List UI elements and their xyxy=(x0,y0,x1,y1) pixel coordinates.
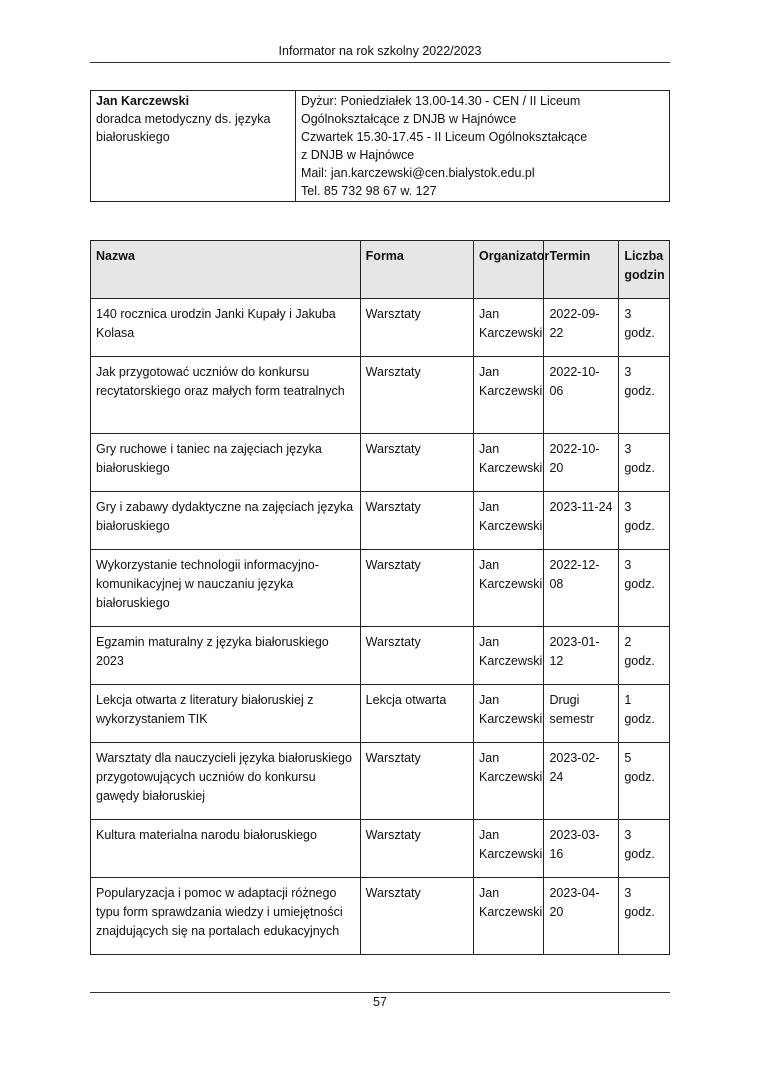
duty-line-4: z DNJB w Hajnówce xyxy=(301,148,415,162)
contact-details-cell xyxy=(296,91,670,202)
contact-name: Jan Karczewski xyxy=(96,94,190,108)
cell-nazwa: Gry i zabawy dydaktyczne na zajęciach języka białoruskiego xyxy=(91,492,361,550)
cell-nazwa: Jak przygotować uczniów do konkursu recytatorskiego oraz małych form teatralnych xyxy=(91,357,361,434)
contact-info-table xyxy=(90,90,670,202)
cell-forma: Warsztaty xyxy=(360,492,473,550)
column-header-termin: Termin xyxy=(544,241,619,299)
cell-organizator: Jan Karczewski xyxy=(474,820,544,878)
cell-termin: 2022-09-22 xyxy=(544,299,619,357)
cell-nazwa: 140 rocznica urodzin Janki Kupały i Jakuba Kolasa xyxy=(91,299,361,357)
cell-godziny: 5 godz. xyxy=(619,743,670,820)
cell-organizator: Jan Karczewski xyxy=(474,878,544,955)
cell-nazwa: Gry ruchowe i taniec na zajęciach języka białoruskiego xyxy=(91,434,361,492)
table-row xyxy=(91,878,670,955)
cell-godziny: 1 godz. xyxy=(619,685,670,743)
table-row xyxy=(91,492,670,550)
contact-phone: Tel. 85 732 98 67 w. 127 xyxy=(301,184,437,198)
contact-person-cell xyxy=(91,91,296,202)
table-row xyxy=(91,627,670,685)
cell-godziny: 3 godz. xyxy=(619,820,670,878)
cell-organizator: Jan Karczewski xyxy=(474,434,544,492)
cell-godziny: 3 godz. xyxy=(619,299,670,357)
cell-godziny: 3 godz. xyxy=(619,357,670,434)
cell-godziny: 3 godz. xyxy=(619,878,670,955)
table-header-row xyxy=(91,241,670,299)
cell-termin: 2023-02-24 xyxy=(544,743,619,820)
contact-role: doradca metodyczny ds. języka białoruskiego xyxy=(96,112,271,144)
cell-nazwa: Kultura materialna narodu białoruskiego xyxy=(91,820,361,878)
column-header-liczba-godzin: Liczba godzin xyxy=(619,241,670,299)
cell-organizator: Jan Karczewski xyxy=(474,357,544,434)
cell-forma: Warsztaty xyxy=(360,357,473,434)
cell-nazwa: Egzamin maturalny z języka białoruskiego 2023 xyxy=(91,627,361,685)
cell-nazwa: Lekcja otwarta z literatury białoruskiej z wykorzystaniem TIK xyxy=(91,685,361,743)
column-header-nazwa: Nazwa xyxy=(91,241,361,299)
cell-termin: Drugi semestr xyxy=(544,685,619,743)
cell-forma: Warsztaty xyxy=(360,627,473,685)
cell-termin: 2022-10-06 xyxy=(544,357,619,434)
cell-termin: 2023-11-24 xyxy=(544,492,619,550)
page-number: 57 xyxy=(373,995,387,1009)
cell-godziny: 2 godz. xyxy=(619,627,670,685)
cell-forma: Lekcja otwarta xyxy=(360,685,473,743)
workshop-schedule-table xyxy=(90,240,670,955)
table-row xyxy=(91,299,670,357)
column-header-forma: Forma xyxy=(360,241,473,299)
cell-organizator: Jan Karczewski xyxy=(474,299,544,357)
cell-forma: Warsztaty xyxy=(360,299,473,357)
cell-nazwa: Warsztaty dla nauczycieli języka białoruskiego przygotowujących uczniów do konkursu gawędy białoruskiej xyxy=(91,743,361,820)
cell-organizator: Jan Karczewski xyxy=(474,550,544,627)
table-row xyxy=(91,434,670,492)
cell-forma: Warsztaty xyxy=(360,434,473,492)
cell-godziny: 3 godz. xyxy=(619,550,670,627)
cell-organizator: Jan Karczewski xyxy=(474,685,544,743)
cell-organizator: Jan Karczewski xyxy=(474,627,544,685)
table-row xyxy=(91,820,670,878)
table-row xyxy=(91,743,670,820)
table-row xyxy=(91,357,670,434)
duty-line-3: Czwartek 15.30-17.45 - II Liceum Ogólnokształcące xyxy=(301,130,588,144)
contact-email: Mail: jan.karczewski@cen.bialystok.edu.pl xyxy=(301,166,535,180)
footer-divider xyxy=(90,992,670,993)
cell-termin: 2022-10-20 xyxy=(544,434,619,492)
header-divider xyxy=(90,62,670,63)
cell-forma: Warsztaty xyxy=(360,820,473,878)
cell-termin: 2023-03-16 xyxy=(544,820,619,878)
column-header-organizator: Organizator xyxy=(474,241,544,299)
cell-termin: 2023-04-20 xyxy=(544,878,619,955)
table-row xyxy=(91,685,670,743)
duty-line-2: Ogólnokształcące z DNJB w Hajnówce xyxy=(301,112,517,126)
duty-line-1: Dyżur: Poniedziałek 13.00-14.30 - CEN / II Liceum xyxy=(301,94,581,108)
table-row xyxy=(91,550,670,627)
cell-nazwa: Wykorzystanie technologii informacyjno-komunikacyjnej w nauczaniu języka białoruskiego xyxy=(91,550,361,627)
cell-termin: 2023-01-12 xyxy=(544,627,619,685)
cell-godziny: 3 godz. xyxy=(619,434,670,492)
cell-forma: Warsztaty xyxy=(360,743,473,820)
cell-nazwa: Popularyzacja i pomoc w adaptacji różnego typu form sprawdzania wiedzy i umiejętności znajdujących się na portalach edukacyjnych xyxy=(91,878,361,955)
cell-termin: 2022-12-08 xyxy=(544,550,619,627)
cell-forma: Warsztaty xyxy=(360,550,473,627)
cell-forma: Warsztaty xyxy=(360,878,473,955)
cell-godziny: 3 godz. xyxy=(619,492,670,550)
cell-organizator: Jan Karczewski xyxy=(474,492,544,550)
cell-organizator: Jan Karczewski xyxy=(474,743,544,820)
page-header: Informator na rok szkolny 2022/2023 xyxy=(278,44,482,58)
